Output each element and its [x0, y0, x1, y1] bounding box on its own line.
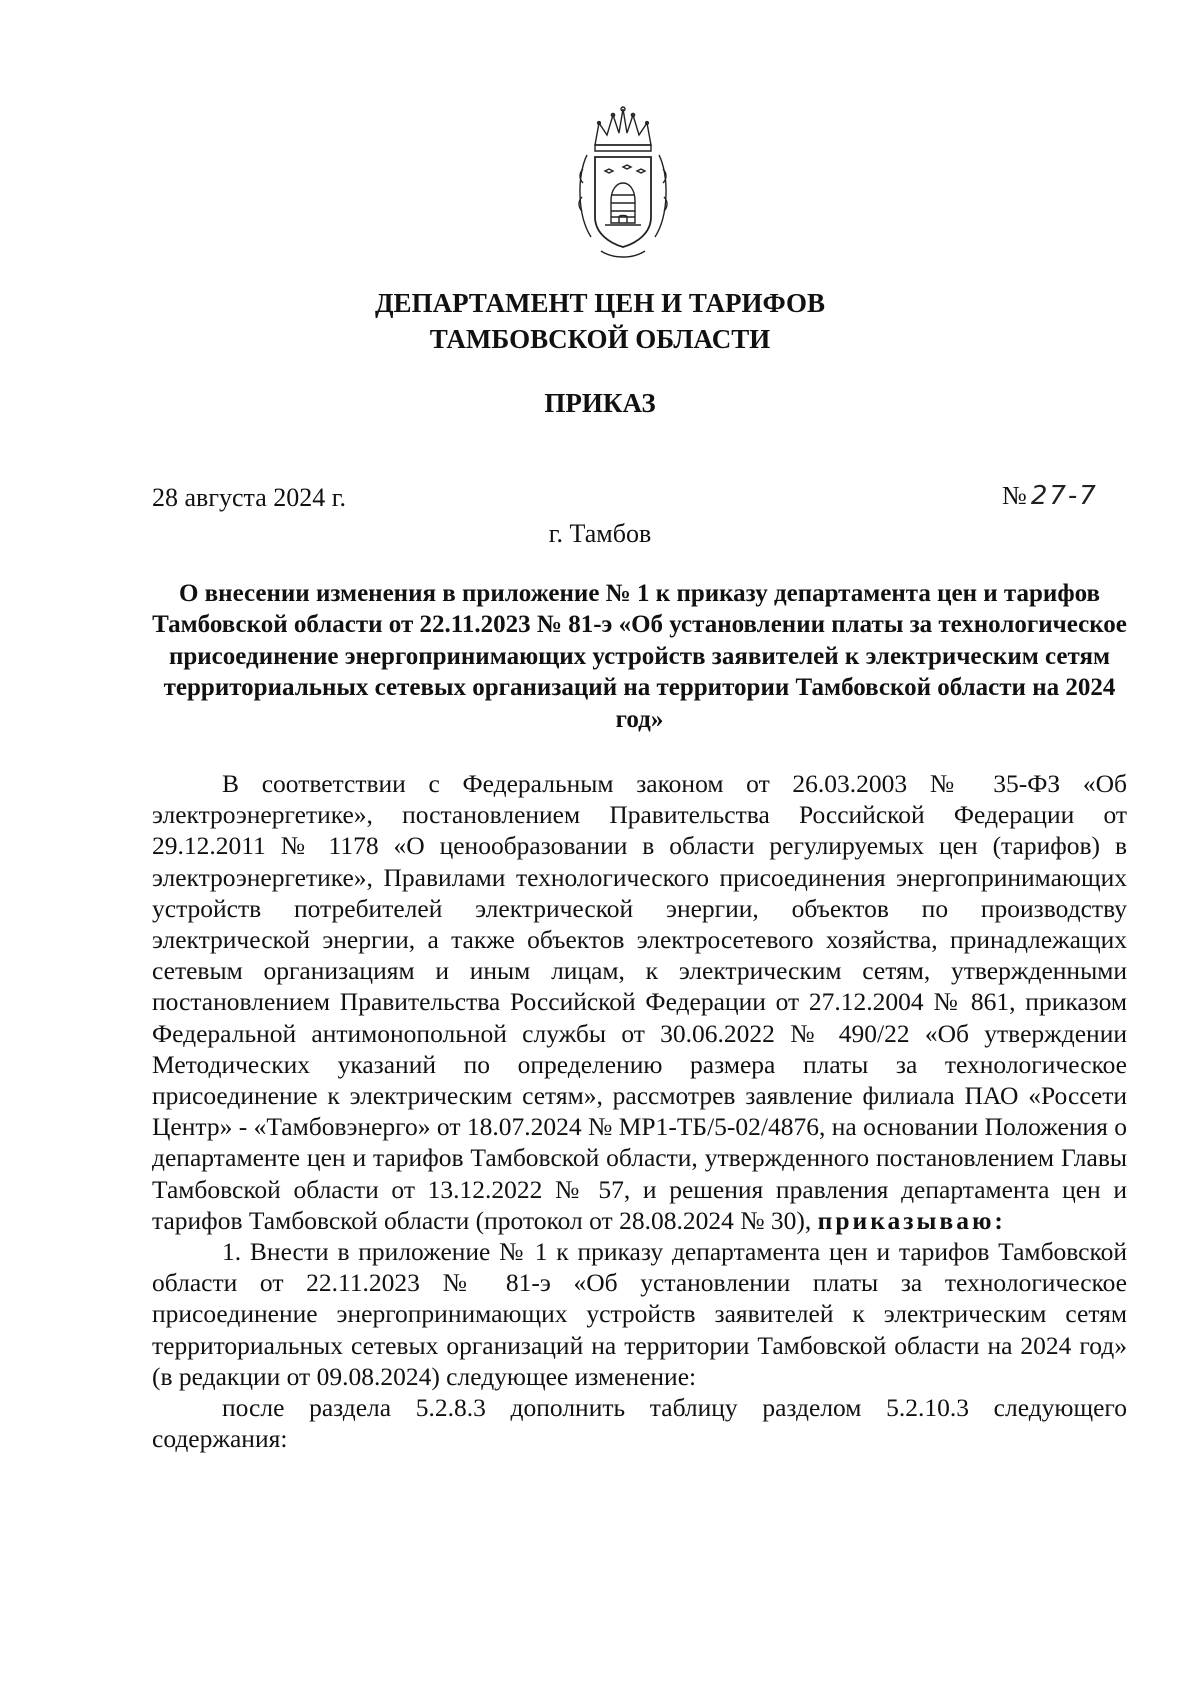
preamble-paragraph	[152, 768, 1127, 1236]
document-city: г. Тамбов	[548, 519, 652, 548]
department-name-line-2: ТАМБОВСКОЙ ОБЛАСТИ	[429, 324, 771, 354]
preamble-text: В соответствии с Федеральным законом от 26.03.2003 № 35-ФЗ «Об электроэнергетике», постановлением Правительства Российской Федерации от 29.12.2011 № 1178 «О ценообразовании в области регулируемых цен (тарифов) в электроэнергетике», Правилами технологического присоединения энергопринимающих устройств потребителей электрической энергии, объектов по производству электрической энергии, а также объектов электросетевого хозяйства, принадлежащих сетевым организациям и иным лицам, к электрическим сетям, утвержденными постановлением Правительства Российской Федерации от 27.12.2004 № 861, приказом Федеральной антимонопольной службы от 30.06.2022 № 490/22 «Об утверждении Методических указаний по определению размера платы за технологическое присоединение к электрическим сетям», рассмотрев заявление филиала ПАО «Россети Центр» - «Тамбовэнерго» от 18.07.2024 № МР1-ТБ/5-02/4876, на основании Положения о департаменте цен и тарифов Тамбовской области, утвержденного постановлением Главы Тамбовской области от 13.12.2022 № 57, и решения правления департамента цен и тарифов Тамбовской области (протокол от 28.08.2024 № 30),	[152, 769, 1127, 1235]
number-handwritten: 27-7	[1030, 481, 1098, 511]
document-date: 28 августа 2024 г.	[152, 483, 346, 512]
document-body	[152, 768, 1127, 1454]
document-type: ПРИКАЗ	[544, 388, 656, 418]
item-1-paragraph: 1. Внести в приложение № 1 к приказу департамента цен и тарифов Тамбовской области от 22.11.2023 № 81-э «Об установлении платы за технологическое присоединение энергопринимающих устройств заявителей к электрическим сетям территориальных сетевых организаций на территории Тамбовской области на 2024 год» (в редакции от 09.08.2024) следующее изменение:	[152, 1237, 1127, 1391]
item-1-detail-paragraph: после раздела 5.2.8.3 дополнить таблицу разделом 5.2.10.3 следующего содержания:	[152, 1393, 1127, 1454]
number-prefix: №	[1002, 481, 1027, 510]
order-word: приказываю:	[817, 1205, 1006, 1235]
department-name-line-1: ДЕПАРТАМЕНТ ЦЕН И ТАРИФОВ	[374, 288, 826, 318]
document-title: О внесении изменения в приложение № 1 к приказу департамента цен и тарифов Тамбовской области от 22.11.2023 № 81-э «Об установлении платы за технологическое присоединение энергопринимающих устройств заявителей к электрическим сетям территориальных сетевых организаций на территории Тамбовской области на 2024 год»	[152, 580, 1127, 733]
coat-of-arms-emblem	[573, 105, 673, 265]
document-number	[1002, 480, 1098, 512]
